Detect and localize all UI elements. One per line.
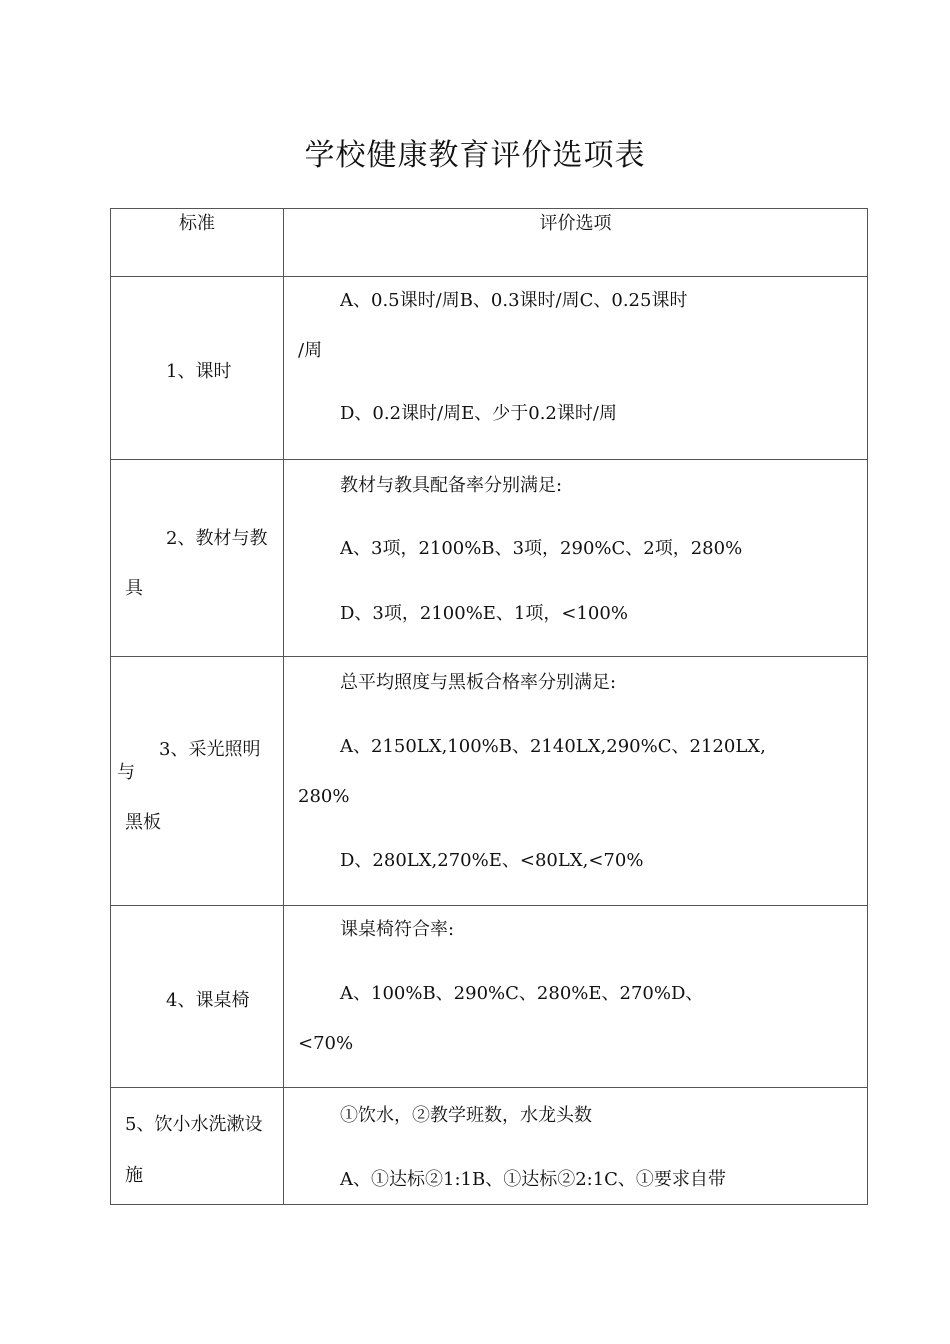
criteria-text: 4、课桌椅 [166, 990, 250, 1011]
criteria-text: 与 [117, 762, 135, 783]
option-line: /周 [298, 340, 323, 361]
criteria-text: 3、采光照明 [159, 739, 261, 760]
criteria-cell [111, 277, 284, 460]
options-cell [284, 460, 868, 657]
evaluation-table [110, 208, 868, 1205]
options-cell [284, 906, 868, 1088]
option-line: A、①达标②1:1B、①达标②2:1C、①要求自带 [340, 1169, 726, 1190]
option-line: 教材与教具配备率分别满足: [340, 475, 563, 496]
option-line: 总平均照度与黑板合格率分别满足: [340, 672, 617, 693]
criteria-text: 5、饮小水洗漱设 [125, 1114, 263, 1135]
option-line: D、0.2课时/周E、少于0.2课时/周 [340, 403, 617, 424]
criteria-cell [111, 460, 284, 657]
criteria-cell [111, 1088, 284, 1205]
option-line: D、3项，2100%E、1项，<100% [340, 603, 628, 624]
page-title: 学校健康教育评价选项表 [304, 138, 646, 173]
table-row [111, 906, 868, 1088]
criteria-text: 具 [125, 578, 143, 599]
option-line: A、100%B、290%C、280%E、270%D、 [340, 983, 704, 1004]
option-line: A、3项，2100%B、3项，290%C、2项，280% [340, 538, 743, 559]
options-cell [284, 657, 868, 906]
option-line: A、2150LX,100%B、2140LX,290%C、2120LX, [340, 736, 766, 757]
table-row [111, 277, 868, 460]
option-line: A、0.5课时/周B、0.3课时/周C、0.25课时 [340, 290, 688, 311]
option-line: 280% [298, 786, 350, 807]
criteria-cell [111, 906, 284, 1088]
criteria-text: 2、教材与教 [166, 528, 268, 549]
option-line: <70% [298, 1033, 354, 1054]
header-criteria: 标准 [111, 209, 284, 277]
table-header-row [111, 209, 868, 277]
table-row [111, 1088, 868, 1205]
criteria-cell [111, 657, 284, 906]
table-row [111, 657, 868, 906]
table-row [111, 460, 868, 657]
option-line: D、280LX,270%E、<80LX,<70% [340, 850, 644, 871]
criteria-text: 黑板 [125, 812, 161, 833]
option-line: 课桌椅符合率: [340, 919, 455, 940]
option-line: ①饮水，②教学班数，水龙头数 [340, 1105, 592, 1126]
options-cell [284, 1088, 868, 1205]
criteria-text: 施 [125, 1165, 143, 1186]
header-options: 评价选项 [284, 209, 868, 277]
criteria-text: 1、课时 [166, 361, 232, 382]
options-cell [284, 277, 868, 460]
